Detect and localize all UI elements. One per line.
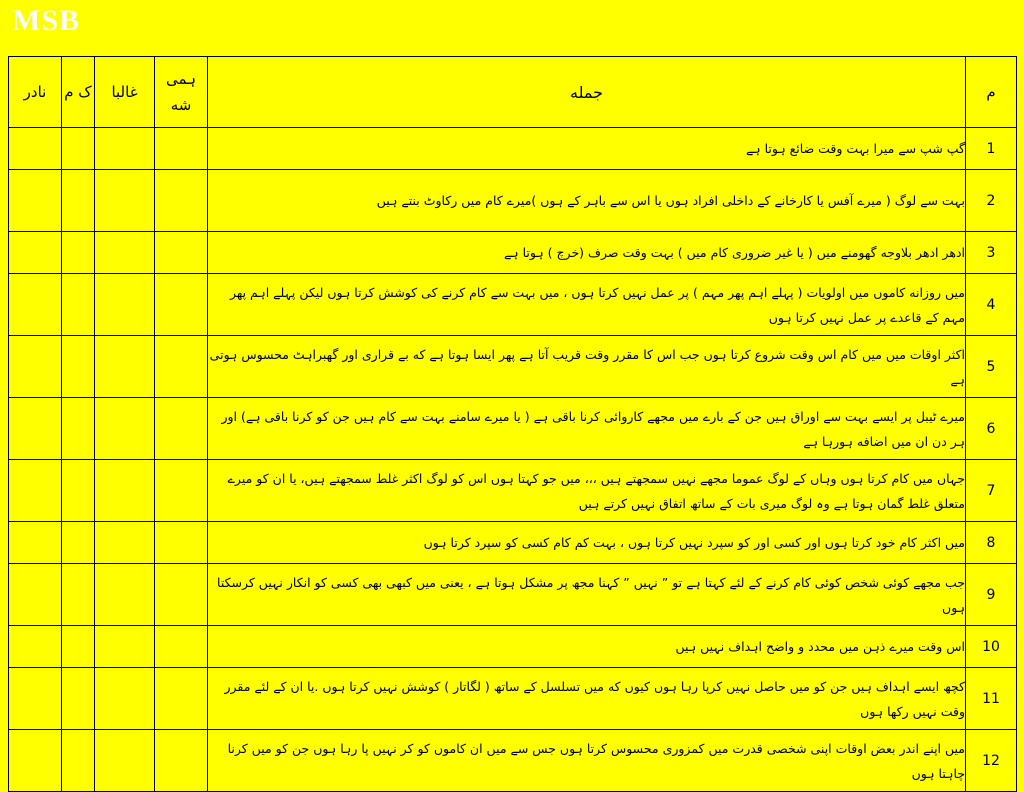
row-sentence: بہت سے لوگ ( میرے آفس یا کارخانے کے داخلی افراد ہوں یا اس سے باہر کے ہوں )میرے کام میں رکاوٹ بنتے ہیں — [208, 170, 966, 232]
answer-cell-rarely[interactable] — [9, 398, 62, 460]
answer-cell-rarely[interactable] — [9, 626, 62, 668]
table-row — [9, 232, 1017, 274]
answer-cell-often[interactable] — [95, 564, 155, 626]
row-sentence: میرے ٹیبل پر ایسے بہت سے اوراق ہیں جن کے بارے میں مجھے کاروائی کرنا باقی ہے ( یا میرے سامنے بہت سے کام ہیں جن کو کرنا باقی ہے) اور ہر دن ان میں اضافه ہورہا ہے — [208, 398, 966, 460]
answer-cell-always[interactable] — [155, 626, 208, 668]
row-number: 2 — [966, 170, 1017, 232]
answer-cell-often[interactable] — [95, 730, 155, 792]
answer-cell-often[interactable] — [95, 274, 155, 336]
answer-cell-few[interactable] — [62, 170, 95, 232]
answer-cell-often[interactable] — [95, 128, 155, 170]
row-sentence: جب مجھے کوئی شخص کوئی کام کرنے کے لئے کہتا ہے تو ” نہیں ” کہنا مجھ پر مشکل ہوتا ہے ، یعنی میں کبھی بھی کسی کو انکار نہیں کرسکتا ہوں — [208, 564, 966, 626]
header-number: م — [966, 57, 1017, 128]
answer-cell-few[interactable] — [62, 522, 95, 564]
answer-cell-few[interactable] — [62, 336, 95, 398]
row-number: 1 — [966, 128, 1017, 170]
row-number: 8 — [966, 522, 1017, 564]
table-row — [9, 460, 1017, 522]
answer-cell-few[interactable] — [62, 626, 95, 668]
header-often: غالبا — [95, 57, 155, 128]
answer-cell-few[interactable] — [62, 128, 95, 170]
answer-cell-often[interactable] — [95, 398, 155, 460]
answer-cell-always[interactable] — [155, 460, 208, 522]
table-row — [9, 336, 1017, 398]
answer-cell-rarely[interactable] — [9, 522, 62, 564]
answer-cell-always[interactable] — [155, 668, 208, 730]
row-sentence: جہاں میں کام کرتا ہوں وہاں کے لوگ عموما مجھے نہیں سمجھتے ہیں ،،، میں جو کہتا ہوں اس کو لوگ اکثر غلط سمجھتے ہیں، یا ان کو میرے متعلق غلط گمان ہوتا ہے وہ لوگ میری بات کے ساتھ اتفاق نہیں کرتے ہیں — [208, 460, 966, 522]
answer-cell-always[interactable] — [155, 274, 208, 336]
questionnaire-table — [8, 56, 1017, 792]
header-few: ک م — [62, 57, 95, 128]
answer-cell-often[interactable] — [95, 336, 155, 398]
answer-cell-always[interactable] — [155, 232, 208, 274]
header-always: ہمی شه — [155, 57, 208, 128]
answer-cell-rarely[interactable] — [9, 336, 62, 398]
answer-cell-always[interactable] — [155, 128, 208, 170]
table-row — [9, 128, 1017, 170]
row-number: 6 — [966, 398, 1017, 460]
table-row — [9, 274, 1017, 336]
row-sentence: میں اپنے اندر بعض اوقات اپنی شخصی قدرت میں کمزوری محسوس کرتا ہوں جس سے میں ان کاموں کو کر نہیں پا رہا ہوں جن کو میں کرنا چاہتا ہوں — [208, 730, 966, 792]
row-sentence: گپ شپ سے میرا بہت وقت ضائع ہوتا ہے — [208, 128, 966, 170]
row-number: 5 — [966, 336, 1017, 398]
answer-cell-always[interactable] — [155, 336, 208, 398]
msb-logo: MSB — [12, 4, 81, 37]
table-row — [9, 730, 1017, 792]
table-row — [9, 626, 1017, 668]
answer-cell-rarely[interactable] — [9, 460, 62, 522]
row-sentence: میں روزانه کاموں میں اولویات ( پہلے اہم پھر مہم ) پر عمل نہیں کرتا ہوں ، میں بہت سے کام کرنے کی کوشش کرتا ہوں لیکن پہلے اہم پھر مہم کے قاعدے پر عمل نہیں کرتا ہوں — [208, 274, 966, 336]
answer-cell-often[interactable] — [95, 626, 155, 668]
answer-cell-always[interactable] — [155, 522, 208, 564]
answer-cell-often[interactable] — [95, 668, 155, 730]
table-row — [9, 564, 1017, 626]
row-sentence: اکثر اوقات میں میں کام اس وقت شروع کرتا ہوں جب اس کا مقرر وقت قریب آتا ہے پھر ایسا ہوتا ہے که بے قراری اور گھبراہٹ محسوس ہوتی ہے — [208, 336, 966, 398]
row-number: 4 — [966, 274, 1017, 336]
answer-cell-rarely[interactable] — [9, 730, 62, 792]
answer-cell-few[interactable] — [62, 460, 95, 522]
answer-cell-few[interactable] — [62, 274, 95, 336]
answer-cell-always[interactable] — [155, 730, 208, 792]
answer-cell-few[interactable] — [62, 232, 95, 274]
header-sentence: جمله — [208, 57, 966, 128]
answer-cell-always[interactable] — [155, 398, 208, 460]
row-number: 9 — [966, 564, 1017, 626]
row-number: 7 — [966, 460, 1017, 522]
answer-cell-rarely[interactable] — [9, 232, 62, 274]
row-sentence: میں اکثر کام خود کرتا ہوں اور کسی اور کو سپرد نہیں کرتا ہوں ، بہت کم کام کسی کو سپرد کرتا ہوں — [208, 522, 966, 564]
row-sentence: کچھ ایسے اہداف ہیں جن کو میں حاصل نہیں کرپا رہا ہوں کیوں که میں تسلسل کے ساتھ ( لگاتار ) کوشش نہیں کرتا ہوں .یا ان کے لئے مقرر وقت نہیں رکھا ہوں — [208, 668, 966, 730]
row-number: 3 — [966, 232, 1017, 274]
row-sentence: اس وقت میرے ذہن میں محدد و واضح اہداف نہیں ہیں — [208, 626, 966, 668]
table-row — [9, 668, 1017, 730]
row-number: 11 — [966, 668, 1017, 730]
row-number: 12 — [966, 730, 1017, 792]
answer-cell-rarely[interactable] — [9, 274, 62, 336]
answer-cell-always[interactable] — [155, 564, 208, 626]
answer-cell-often[interactable] — [95, 170, 155, 232]
answer-cell-rarely[interactable] — [9, 564, 62, 626]
table-row — [9, 522, 1017, 564]
answer-cell-often[interactable] — [95, 460, 155, 522]
answer-cell-rarely[interactable] — [9, 128, 62, 170]
table-header-row — [9, 57, 1017, 128]
row-sentence: ادھر ادھر بلاوجه گھومنے میں ( یا غیر ضروری کام میں ) بہت وقت صرف (خرچ ) ہوتا ہے — [208, 232, 966, 274]
answer-cell-rarely[interactable] — [9, 170, 62, 232]
answer-cell-often[interactable] — [95, 522, 155, 564]
table-row — [9, 170, 1017, 232]
answer-cell-few[interactable] — [62, 668, 95, 730]
answer-cell-always[interactable] — [155, 170, 208, 232]
row-number: 10 — [966, 626, 1017, 668]
answer-cell-few[interactable] — [62, 398, 95, 460]
answer-cell-few[interactable] — [62, 730, 95, 792]
header-rarely: نادر — [9, 57, 62, 128]
answer-cell-rarely[interactable] — [9, 668, 62, 730]
table-row — [9, 398, 1017, 460]
answer-cell-often[interactable] — [95, 232, 155, 274]
answer-cell-few[interactable] — [62, 564, 95, 626]
